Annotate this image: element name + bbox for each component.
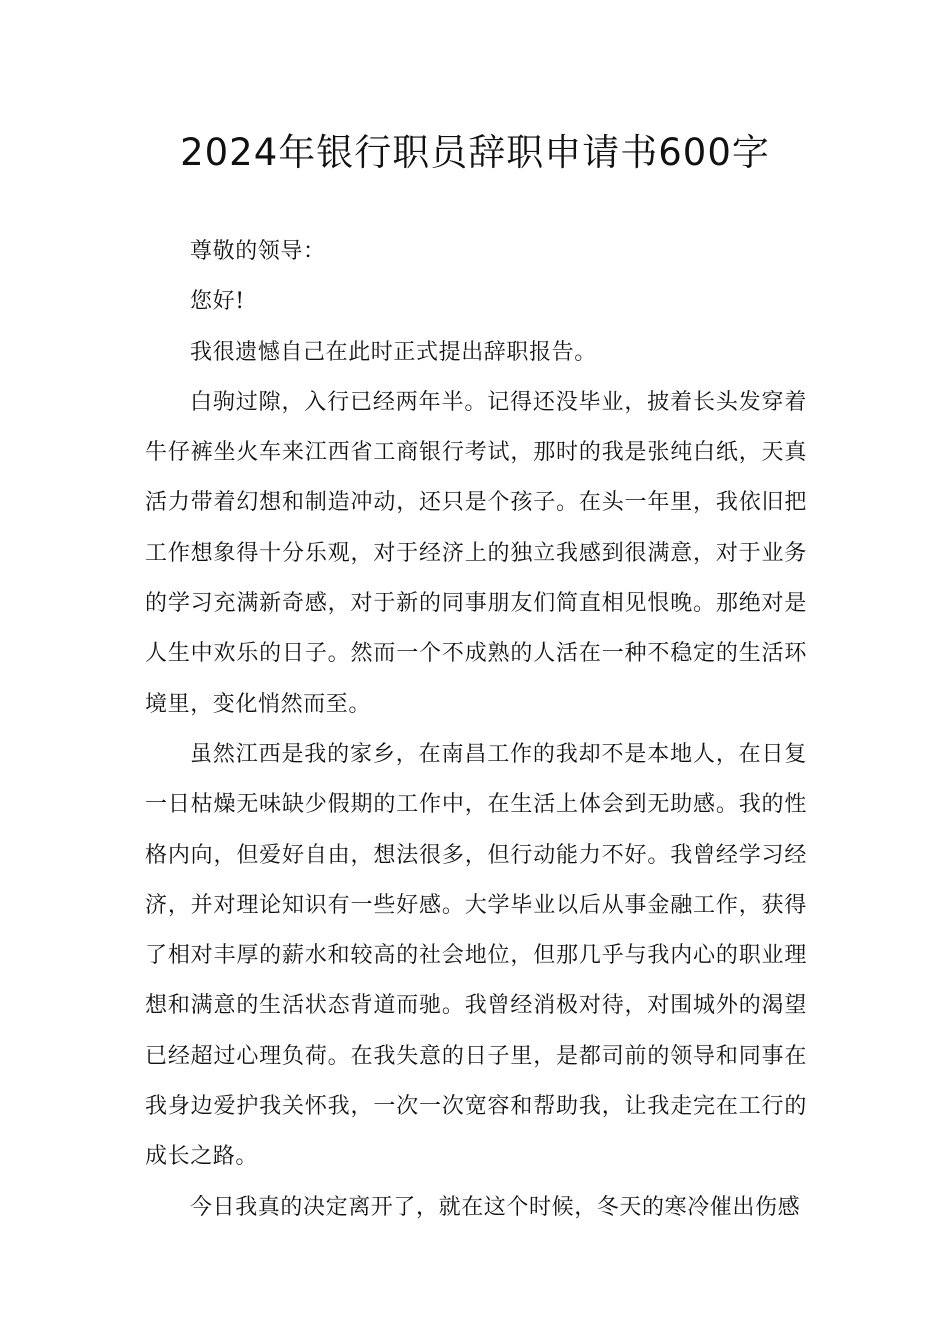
paragraph-1: 我很遗憾自己在此时正式提出辞职报告。 xyxy=(190,339,597,365)
salutation: 尊敬的领导： xyxy=(190,239,326,264)
paragraph-2: 白驹过隙，入行已经两年半。记得还没毕业，披着长头发穿着牛仔裤坐火车来江西省工商银行考试，那时的我是张纯白纸，天真活力带着幻想和制造冲动，还只是个孩子。在头一年里，我依旧把工作想象得十分乐观，对于经济上的独立我感到很满意，对于业务的学习充满新奇感，对于新的同事朋友们简直相见恨晚。那绝对是人生中欢乐的日子。然而一个不成熟的人活在一种不稳定的生活环境里，变化悄然而至。 xyxy=(145,389,807,717)
paragraph-4: 今日我真的决定离开了，就在这个时候，冬天的寒冷催出伤感 xyxy=(190,1194,801,1220)
document-body xyxy=(145,227,807,1233)
document-title: 2024年银行职员辞职申请书600字 xyxy=(180,131,770,174)
greeting: 您好! xyxy=(190,289,245,315)
paragraph-3: 虽然江西是我的家乡，在南昌工作的我却不是本地人，在日复一日枯燥无味缺少假期的工作中，在生活上体会到无助感。我的性格内向，但爱好自由，想法很多，但行动能力不好。我曾经学习经济，并对理论知识有一些好感。大学毕业以后从事金融工作，获得了相对丰厚的薪水和较高的社会地位，但那几乎与我内心的职业理想和满意的生活状态背道而驰。我曾经消极对待，对围城外的渴望已经超过心理负荷。在我失意的日子里，是都司前的领导和同事在我身边爱护我关怀我，一次一次宽容和帮助我，让我走完在工行的成长之路。 xyxy=(145,741,807,1170)
